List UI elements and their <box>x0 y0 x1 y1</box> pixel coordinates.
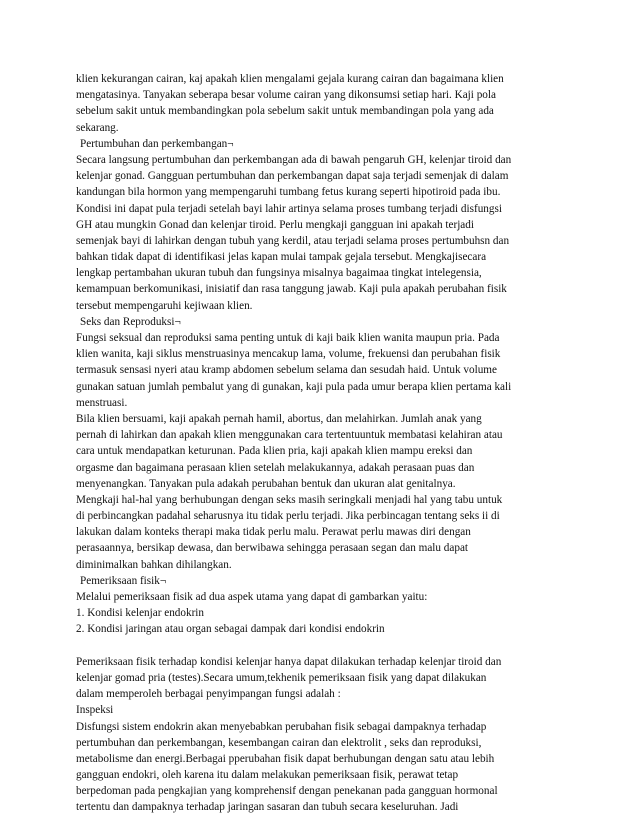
text-line: menstruasi. <box>76 396 128 409</box>
text-line: kelenjar gomad pria (testes).Secara umum,tekhenik pemeriksaan fisik yang dapat dilakukan <box>76 671 487 684</box>
text-line: mengatasinya. Tanyakan seberapa besar volume cairan yang dikonsumsi setiap hari. Kaji pola <box>76 89 496 102</box>
text-line: pernah di lahirkan dan apakah klien menggunakan cara tertentuuntuk membatasi kelahiran atau <box>76 429 503 442</box>
text-line: gunakan satuan jumlah pembalut yang di gunakan, kaji pula pada umur berapa klien pertama kali <box>76 380 512 393</box>
text-line: Disfungsi sistem endokrin akan menyebabkan perubahan fisik sebagai dampaknya terhadap <box>76 720 487 733</box>
text-line: 1. Kondisi kelenjar endokrin <box>76 607 205 620</box>
text-line: sekarang. <box>76 121 119 134</box>
text-line: Inspeksi <box>76 704 114 717</box>
text-line: diminimalkan bahkan dihilangkan. <box>76 558 232 571</box>
text-line: dalam memperoleh berbagai penyimpangan fungsi adalah : <box>76 688 341 701</box>
text-line: Mengkaji hal-hal yang berhubungan dengan seks masih seringkali menjadi hal yang tabu untuk <box>76 493 503 506</box>
text-line: perasaannya, bersikap dewasa, dan berwibawa sehingga perasaan segan dan malu dapat <box>76 542 469 555</box>
text-line: Fungsi seksual dan reproduksi sama penting untuk di kaji baik klien wanita maupun pria. Pada <box>76 332 500 344</box>
text-line: sebelum sakit untuk membandingkan pola sebelum sakit untuk membandingan pola yang ada <box>76 105 494 118</box>
blank-line <box>76 638 576 654</box>
text-line: kelenjar gonad. Gangguan pertumbuhan dan perkembangan dapat saja terjadi semenjak di dalam <box>76 170 509 183</box>
text-line: di perbincangkan padahal seharusnya itu tidak perlu terjadi. Jika perbincagan tentang seks ii di <box>76 510 500 523</box>
text-line: Secara langsung pertumbuhan dan perkembangan ada di bawah pengaruh GH, kelenjar tiroid dan <box>76 153 512 166</box>
text-line: tertentu dan dampaknya terhadap jaringan sasaran dan tubuh secara keseluruhan. Jadi <box>76 801 459 814</box>
text-line: gangguan endokri, oleh karena itu dalam melakukan pemeriksaan fisik, perawat tetap <box>76 769 459 782</box>
text-line: bahkan tidak dapat di identifikasi jelas kapan mulai tampak gejala tersebut. Mengkajisecara <box>76 251 487 264</box>
document-page <box>76 71 576 816</box>
text-line: metabolisme dan energi.Berbagai pperubahan fisik dapat berhubungan dengan satu atau lebih <box>76 752 495 765</box>
text-line: pertumbuhan dan perkembangan, kesembangan cairan dan elektrolit , seks dan reproduksi, <box>76 736 482 749</box>
section-heading: Pemeriksaan fisik¬ <box>80 574 167 587</box>
text-line: Melalui pemeriksaan fisik ad dua aspek utama yang dapat di gambarkan yaitu: <box>76 591 428 603</box>
text-line: lakukan dalam konteks therapi maka tidak perlu malu. Perawat perlu mawas diri dengan <box>76 526 471 539</box>
text-line: GH atau mungkin Gonad dan kelenjar tiroid. Perlu mengkaji gangguan ini apakah terjadi <box>76 218 474 231</box>
section-heading: Pertumbuhan dan perkembangan¬ <box>80 137 234 150</box>
text-line: Kondisi ini dapat pula terjadi setelah bayi lahir artinya selama proses tumbang terjadi disfungsi <box>76 202 502 215</box>
section-heading: Seks dan Reproduksi¬ <box>80 315 181 328</box>
text-line: lengkap pertambahan ukuran tubuh dan fungsinya misalnya bagaimaa tingkat intelegensia, <box>76 267 482 280</box>
text-line: tersebut mempengaruhi kejiwaan klien. <box>76 299 253 312</box>
text-line: 2. Kondisi jaringan atau organ sebagai dampak dari kondisi endokrin <box>76 623 385 636</box>
text-line: Bila klien bersuami, kaji apakah pernah hamil, abortus, dan melahirkan. Jumlah anak yang <box>76 412 482 425</box>
text-line: berpedoman pada pengkajian yang komprehensif dengan penekanan pada gangguan hormonal <box>76 785 498 798</box>
text-line: klien kekurangan cairan, kaj apakah klien mengalami gejala kurang cairan dan bagaimana klien <box>76 73 504 85</box>
text-line: semenjak bayi di lahirkan dengan tubuh yang kerdil, atau terjadi selama proses pertumbuhsn dan <box>76 234 510 247</box>
text-line: kemampuan berkomunikasi, inisiatif dan rasa tanggung jawab. Kaji pula apakah perubahan fisik <box>76 283 507 296</box>
text-line: menyenangkan. Tanyakan pula adakah perubahan bentuk dan ukuran alat genitalnya. <box>76 477 456 490</box>
text-line: Pemeriksaan fisik terhadap kondisi kelenjar hanya dapat dilakukan terhadap kelenjar tiroid dan <box>76 655 502 668</box>
text-line: cara untuk mendapatkan keturunan. Pada klien pria, kaji apakah klien mampu ereksi dan <box>76 445 473 458</box>
text-line: klien wanita, kaji siklus menstruasinya mencakup lama, volume, frekuensi dan perubahan fisik <box>76 348 501 361</box>
text-line: kandungan bila hormon yang mempengaruhi tumbang fetus kurang seperti hipotiroid pada ibu. <box>76 186 501 199</box>
text-line: orgasme dan bagaimana perasaan klien setelah melakukannya, adakah perasaan puas dan <box>76 461 475 474</box>
text-line: termasuk sensasi nyeri atau kramp abdomen sebelum selama dan sesudah haid. Untuk volume <box>76 364 497 377</box>
